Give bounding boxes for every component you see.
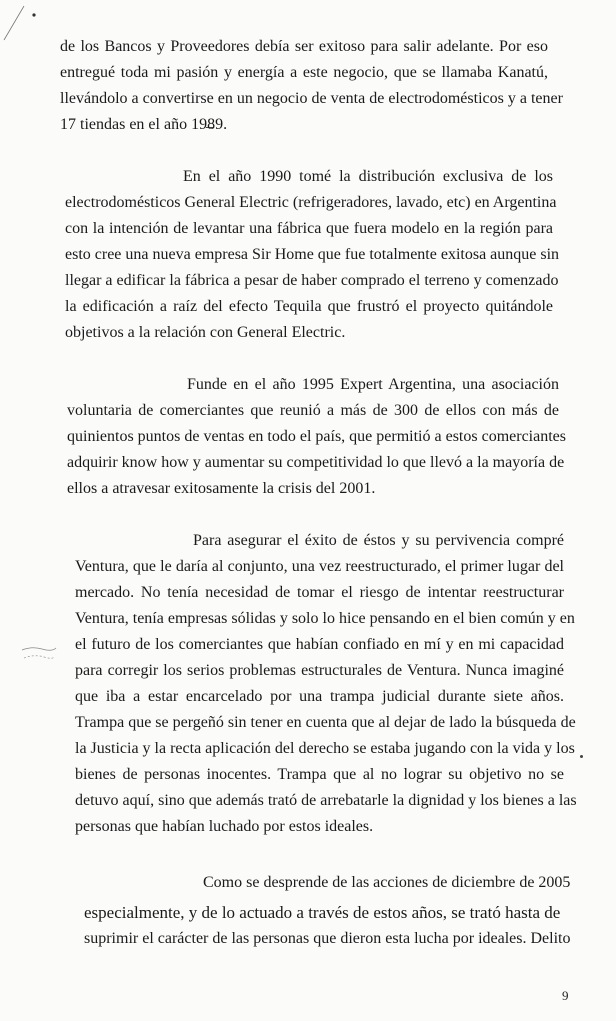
text-line: detuvo aquí, sino que además trató de arrebatarle la dignidad y los bienes a las: [75, 792, 577, 809]
text-line: con la intención de levantar una fábrica que fuera modelo en la región para: [65, 220, 553, 237]
text-line: suprimir el carácter de las personas que dieron esta lucha por ideales. Delito: [84, 930, 571, 947]
text-line: llegar a edificar la fábrica a pesar de haber comprado el terreno y comenzado: [65, 272, 559, 289]
text-line: Ventura, tenía empresas sólidas y solo lo hice pensando en el bien común y en: [75, 610, 575, 627]
text-line: de los Bancos y Proveedores debía ser exitoso para salir adelante. Por eso: [60, 38, 548, 55]
text-line: que iba a estar encarcelado por una trampa judicial durante siete años.: [75, 688, 564, 705]
text-line: En el año 1990 tomé la distribución exclusiva de los: [183, 168, 553, 185]
text-line: Ventura, que le daría al conjunto, una vez reestructurado, el primer lugar del: [75, 558, 564, 575]
scan-speck: [580, 755, 583, 758]
margin-scribble-mark: [20, 640, 58, 668]
text-line: quinientos puntos de ventas en todo el país, que permitió a estos comerciantes: [67, 428, 566, 445]
text-line: electrodomésticos General Electric (refrigeradores, lavado, etc) en Argentina: [65, 194, 557, 211]
text-line: adquirir know how y aumentar su competitividad lo que llevó a la mayoría de: [67, 454, 565, 471]
text-line: objetivos a la relación con General Electric.: [65, 324, 346, 341]
text-line: la edificación a raíz del efecto Tequila que frustró el proyecto quitándole: [65, 298, 553, 315]
text-line: el futuro de los comerciantes que habían confiado en mí y en mi capacidad: [75, 636, 564, 653]
text-line: para corregir los serios problemas estructurales de Ventura. Nunca imaginé: [75, 662, 564, 679]
text-line: entregué toda mi pasión y energía a este negocio, que se llamaba Kanatú,: [60, 64, 548, 81]
scan-corner-mark: [2, 2, 38, 42]
text-line: esto cree una nueva empresa Sir Home que fue totalmente exitosa aunque sin: [65, 246, 560, 263]
text-line: bienes de personas inocentes. Trampa que al no lograr su objetivo no se: [75, 766, 564, 783]
page-number: 9: [562, 988, 569, 1003]
text-line: voluntaria de comerciantes que reunió a más de 300 de ellos con más de: [67, 402, 559, 419]
text-line: ellos a atravesar exitosamente la crisis del 2001.: [67, 480, 376, 497]
text-line: Para asegurar el éxito de éstos y su pervivencia compré: [193, 532, 564, 549]
text-line: mercado. No tenía necesidad de tomar el riesgo de intentar reestructurar: [75, 584, 564, 601]
text-line: Funde en el año 1995 Expert Argentina, una asociación: [187, 376, 559, 393]
text-line: Trampa que se pergeñó sin tener en cuenta que al dejar de lado la búsqueda de: [75, 714, 576, 731]
text-line: la Justicia y la recta aplicación del derecho se estaba jugando con la vida y los: [75, 740, 575, 757]
text-line: Como se desprende de las acciones de diciembre de 2005: [203, 874, 571, 891]
text-line: especialmente, y de lo actuado a través de estos años, se trató hasta de: [84, 903, 561, 922]
text-line: 17 tiendas en el año 1989.: [60, 116, 228, 133]
text-line: personas que habían luchado por estos ideales.: [75, 818, 374, 835]
text-line: llevándolo a convertirse en un negocio de venta de electrodomésticos y a tener: [60, 90, 563, 107]
